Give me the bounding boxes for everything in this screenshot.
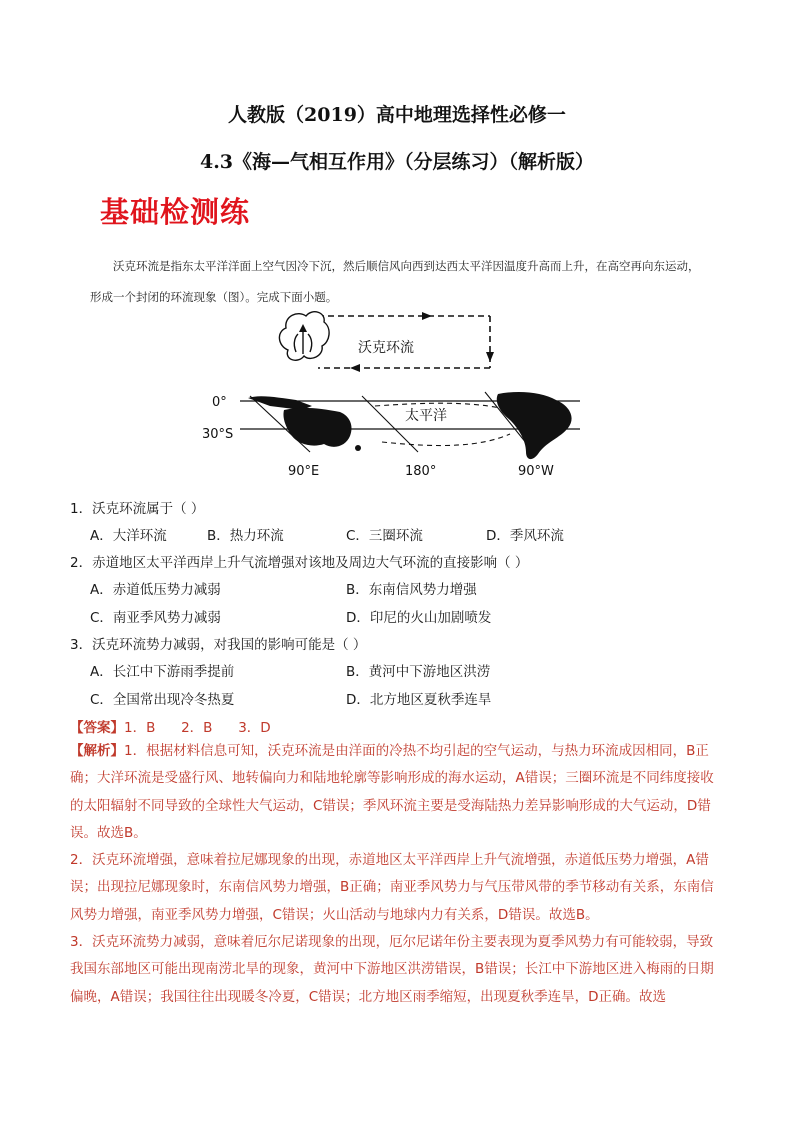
question-2-option-c[interactable]: C．南亚季风势力减弱 xyxy=(90,610,221,626)
question-1-option-b[interactable]: B．热力环流 xyxy=(207,528,284,544)
explanation-paragraph-3: 3．沃克环流势力减弱，意味着厄尔尼诺现象的出现，厄尔尼诺年份主要表现为夏季风势力有可能较弱，导致我国东部地区可能出现南涝北旱的现象，黄河中下游地区洪涝错误，B错误；长江中下游地区进入梅雨的日期偏晚，A错误；我国往往出现暖冬冷夏，C错误；北方地区雨季缩短，出现夏秋季连旱，D正确。故选 xyxy=(70,934,714,1005)
question-3-option-c[interactable]: C．全国常出现冷冬热夏 xyxy=(90,692,235,708)
label-30s: 30°S xyxy=(202,427,234,442)
explanation-tag: 【解析】 xyxy=(70,743,124,759)
label-180: 180° xyxy=(405,464,437,479)
answer-tag: 【答案】 xyxy=(70,720,124,736)
pacific-dashed-route xyxy=(375,403,520,445)
answer-line xyxy=(70,716,271,736)
label-equator: 0° xyxy=(212,395,227,410)
question-1-stem: 1．沃克环流属于（ ） xyxy=(70,501,205,517)
question-3-option-b[interactable]: B．黄河中下游地区洪涝 xyxy=(346,664,491,680)
document-subtitle: 4.3《海—气相互作用》（分层练习）（解析版） xyxy=(199,151,595,173)
arrow-east-icon xyxy=(422,312,432,320)
cloud-icon xyxy=(279,312,329,361)
section-heading: 基础检测练 xyxy=(100,195,251,229)
arrow-west-icon xyxy=(350,364,360,372)
label-90w: 90°W xyxy=(518,464,554,479)
explanation-paragraph-1 xyxy=(70,738,725,847)
question-2-option-d[interactable]: D．印尼的火山加剧喷发 xyxy=(346,610,492,626)
arrow-down-icon xyxy=(486,352,494,362)
question-2-stem: 2．赤道地区太平洋西岸上升气流增强对该地及周边大气环流的直接影响（ ） xyxy=(70,555,529,571)
question-3-option-a[interactable]: A．长江中下游雨季提前 xyxy=(90,664,235,680)
question-3-option-d[interactable]: D．北方地区夏秋季连旱 xyxy=(346,692,492,708)
walker-label: 沃克环流 xyxy=(358,340,414,356)
document-title: 人教版（2019）高中地理选择性必修一 xyxy=(228,104,566,126)
question-2-option-b[interactable]: B．东南信风势力增强 xyxy=(346,582,477,598)
answer-text: 1．B 2．B 3．D xyxy=(124,720,271,736)
asia-australia-landmass xyxy=(248,396,361,451)
label-pacific: 太平洋 xyxy=(405,408,447,424)
explanation-text-1: 1．根据材料信息可知，沃克环流是由洋面的冷热不均引起的空气运动，与热力环流成因相同，B正确；大洋环流是受盛行风、地转偏向力和陆地轮廓等影响形成的海水运动，A错误；三圈环流是不同纬度接收的太阳辐射不同导致的全球性大气运动，C错误；季风环流主要是受海陆热力差异影响形成的大气运动，D错误。故选B。 xyxy=(70,743,714,841)
question-1-option-d[interactable]: D．季风环流 xyxy=(486,528,564,544)
question-2-option-a[interactable]: A．赤道低压势力减弱 xyxy=(90,582,221,598)
south-america-landmass xyxy=(497,392,572,459)
label-90e: 90°E xyxy=(288,464,320,479)
material-paragraph: 沃克环流是指东太平洋洋面上空气因冷下沉，然后顺信风向西到达西太平洋因温度升高而上升，在高空再向东运动，形成一个封闭的环流现象（图）。完成下面小题。 xyxy=(90,259,700,304)
question-1-option-c[interactable]: C．三圈环流 xyxy=(346,528,423,544)
question-1-option-a[interactable]: A．大洋环流 xyxy=(90,528,167,544)
question-3-stem: 3．沃克环流势力减弱，对我国的影响可能是（ ） xyxy=(70,637,367,653)
walker-circulation-figure xyxy=(200,302,600,487)
explanation-paragraph-2: 2．沃克环流增强，意味着拉尼娜现象的出现，赤道地区太平洋西岸上升气流增强，赤道低压势力增强，A错误；出现拉尼娜现象时，东南信风势力增强，B正确；南亚季风势力与气压带风带的季节移动有关系，东南信风势力增强，南亚季风势力增强，C错误；火山活动与地球内力有关系，D错误。故选B。 xyxy=(70,852,714,923)
